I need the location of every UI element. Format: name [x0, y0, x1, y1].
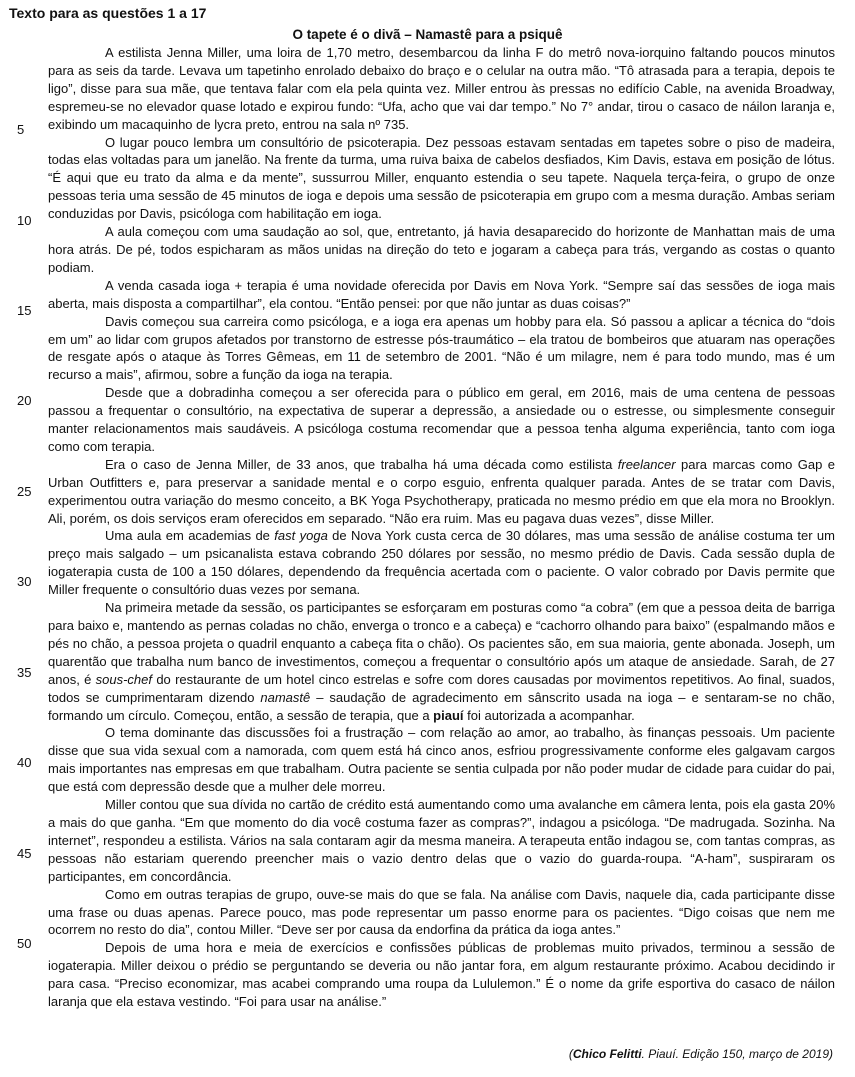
citation-author: Chico Felitti: [572, 1047, 642, 1061]
paragraph-text: para marcas como Gap e Urban Outfitters e, para preservar a sanidade mental e o corpo esguio, enfrenta qualquer parada. Antes de se tratar com Davis, experimentou outra variação do mesmo conceito, a BK Yoga Psychotherapy, praticada no mesmo prédio em que ela mora no Brooklyn. Ali, porém, os dois serviços eram oferecidos em separado. “Não era ruim. Mas eu pagava duas vezes”, disse Miller.: [48, 456, 835, 526]
paragraph: [48, 456, 835, 528]
citation-rest: . Piauí. Edição 150, março de 2019): [641, 1047, 833, 1061]
paragraph-text: foi autorizada a acompanhar.: [463, 707, 635, 723]
paragraph-text: Desde que a dobradinha começou a ser oferecida para o público em geral, em 2016, mais de uma centena de pessoas passou a frequentar o consultório, na expectativa de superar a depressão, a ansiedade ou o estresse, ou simplesmente conseguir manter relacionamentos mais saudáveis. A psicóloga costuma recomendar que a pessoa tenha alguma experiência, tanto com ioga como com terapia.: [48, 385, 835, 454]
line-number: 25: [17, 484, 32, 499]
paragraph-text: Davis começou sua carreira como psicóloga, e a ioga era apenas um hobby para ela. Só passou a aplicar a técnica do “dois em um” ao lidar com grupos afetados por transtorno de estresse pós-traumático – ela tratou de bombeiros que atuaram nas operações de resgate após o ataque às Torres Gêmeas, em 11 de setembro de 2001. “Não é um milagre, nem é para todo mundo, mas é um recurso a mais”, afirmou, sobre a função da ioga na terapia.: [48, 313, 835, 383]
paragraph: [48, 134, 835, 224]
italic-term: fast yoga: [274, 528, 328, 544]
paragraph-text: A estilista Jenna Miller, uma loira de 1,70 metro, desembarcou da linha F do metrô nova-iorquino faltando poucos minutos para as seis da tarde. Levava um tapetinho enrolado debaixo do braço e o celular na outra mão. “Tô atrasada para a terapia, depois te ligo”, disse para sua mãe, que tentava falar com ela pela quinta vez. Miller entrou às pressas no edifício Cable, na avenida Broadway, espremeu-se no elevador quase lotado e expirou fundo: “Ufa, acho que vai dar tempo.” No 7° andar, tirou o casaco de náilon laranja e, exibindo um macaquinho de lycra preto, entrou na sala nº 735.: [48, 45, 835, 132]
source-citation: [569, 1046, 833, 1062]
line-number: 30: [17, 574, 32, 589]
paragraph: [48, 724, 835, 796]
line-number: 5: [17, 122, 25, 137]
paragraph-text: Como em outras terapias de grupo, ouve-se mais do que se fala. Na análise com Davis, naquele dia, cada participante disse uma frase ou duas apenas. Parece pouco, mas pode representar um passo enorme para os pacientes. “Digo coisas que nem me ocorrem no resto do dia”, contou Miller. “Deve ser por causa da endorfina da prática da ioga antes.”: [48, 886, 835, 938]
italic-term: sous-chef: [95, 671, 153, 687]
italic-term: namastê: [260, 689, 311, 705]
paragraph: [48, 223, 835, 277]
paragraph-text: Miller contou que sua dívida no cartão de crédito está aumentando como uma avalanche em câmera lenta, pois ela gasta 20% a mais do que ganha. “Em que momento do dia você costuma fazer as compras?”, indagou a psicóloga. “De madrugada. Sozinha. Na internet”, respondeu a estilista. Vários na sala contaram agir da mesma maneira. A terapeuta então indagou se, com tantas compras, as pessoas não estariam querendo preencher mais o vazio dentro delas que o vazio do guarda-roupa. “A-ham”, suspiraram os participantes, em concordância.: [48, 797, 835, 884]
paragraph-text: O lugar pouco lembra um consultório de psicoterapia. Dez pessoas estavam sentadas em tapetes sobre o piso de madeira, todas elas voltadas para um janelão. Na frente da turma, uma ruiva baixa de cabelos desfiados, Kim Davis, estava em posição de lótus. “É aqui que eu trato da alma e da mente”, sussurrou Miller, enquanto estendia o seu tapete. Naquela terça-feira, o grupo de onze pessoas teria uma sessão de 45 minutos de ioga e depois uma sessão de psicoterapia em grupo com a mesma duração. Ambas seriam conduzidas por Davis, psicóloga com habilitação em ioga.: [48, 134, 835, 222]
paragraph: [48, 384, 835, 456]
paragraph: [48, 796, 835, 886]
article-body: [48, 44, 835, 1011]
paragraph: [48, 277, 835, 313]
paragraph-text: de Nova York custa cerca de 30 dólares, mas uma sessão de análise costuma ter um preço mais salgado – um psicanalista estava cobrando 250 dólares por sessão, no mesmo prédio de Davis. Cada sessão dupla de iogaterapia custa de 100 a 150 dólares, dependendo da frequência acertada com o paciente. O valor cobrado por Davis permite que Miller frequente o consultório duas vezes por semana.: [48, 528, 835, 598]
paragraph-text: Era o caso de Jenna Miller, de 33 anos, que trabalha há uma década como estilista: [105, 456, 618, 472]
paragraph-text: A aula começou com uma saudação ao sol, que, entretanto, já havia desaparecido do horizonte de Manhattan mais de uma hora atrás. De pé, todos espicharam as mãos unidas na direção do teto e jogaram a cabeça para trás, vergando as costas o quanto podiam.: [48, 224, 835, 275]
line-number: 50: [17, 936, 32, 951]
article-title: O tapete é o divã – Namastê para a psiquê: [292, 27, 563, 42]
questions-header: Texto para as questões 1 a 17: [9, 5, 207, 21]
paragraph: [48, 313, 835, 385]
line-number: 15: [17, 303, 32, 318]
paragraph: [48, 886, 835, 940]
paragraph-text: – saudação de agradecimento em sânscrito usada na ioga – e sentaram-se no chão, formando um círculo. Começou, então, a sessão de terapia, que a: [48, 689, 836, 723]
line-number: 45: [17, 846, 32, 861]
line-number: 40: [17, 755, 32, 770]
line-number: 10: [17, 213, 32, 228]
paragraph: [48, 939, 835, 1011]
paragraph-text: A venda casada ioga + terapia é uma novidade oferecida por Davis em Nova York. “Sempre saí das sessões de ioga mais aberta, mais disposta a compartilhar”, ela contou. “Então pensei: por que não juntar as duas coisas?”: [48, 277, 835, 311]
line-number: 35: [17, 665, 32, 680]
bold-term: piauí: [433, 707, 464, 723]
paragraph-text: Na primeira metade da sessão, os participantes se esforçaram em posturas como “a cobra” (em que a pessoa deita de barriga para baixo e, mantendo as pernas coladas no chão, enverga o tronco e a cabeça) e “cachorro olhando para baixo” (espalmando mãos e pés no chão, a pessoa projeta o quadril enquanto a cabeça fita o chão). Os pacientes são, em sua maioria, gente abonada. Joseph, um quarentão que trabalha num banco de investimentos, começou a frequentar o consultório após um ataque de ansiedade. Sarah, de 27 anos, é: [48, 600, 835, 687]
citation-open: (: [568, 1047, 573, 1061]
line-number: 20: [17, 393, 32, 408]
paragraph-text: Uma aula em academias de: [105, 528, 275, 544]
italic-term: freelancer: [617, 456, 676, 472]
paragraph: [48, 599, 835, 724]
paragraph-text: do restaurante de um hotel cinco estrelas e sofre com dores causadas por movimentos repetitivos. Ao final, suados, todos se cumprimentaram dizendo: [48, 671, 835, 705]
paragraph: [48, 44, 835, 134]
paragraph-text: Depois de uma hora e meia de exercícios e confissões públicas de problemas muito privados, terminou a sessão de iogaterapia. Miller deixou o prédio se perguntando se deveria ou não jantar fora, em algum restaurante próximo. Acabou decidindo ir para casa. “Preciso economizar, mas acabei comprando uma roupa da Lululemon.” É o nome da grife esportiva do casaco de náilon laranja que ela estava vestindo. “Foi para usar na análise.”: [48, 940, 835, 1010]
paragraph: [48, 527, 835, 599]
paragraph-text: O tema dominante das discussões foi a frustração – com relação ao amor, ao trabalho, às finanças pessoais. Um paciente disse que sua vida sexual com a namorada, com quem está há cinco anos, esfriou progressivamente conforme eles galgavam cargos mais importantes nas empresas em que trabalham. Outra paciente se sentia culpada por não poder mudar de cidade para cuidar do pai, que está com depressão desde que a mulher dele morreu.: [48, 725, 835, 795]
